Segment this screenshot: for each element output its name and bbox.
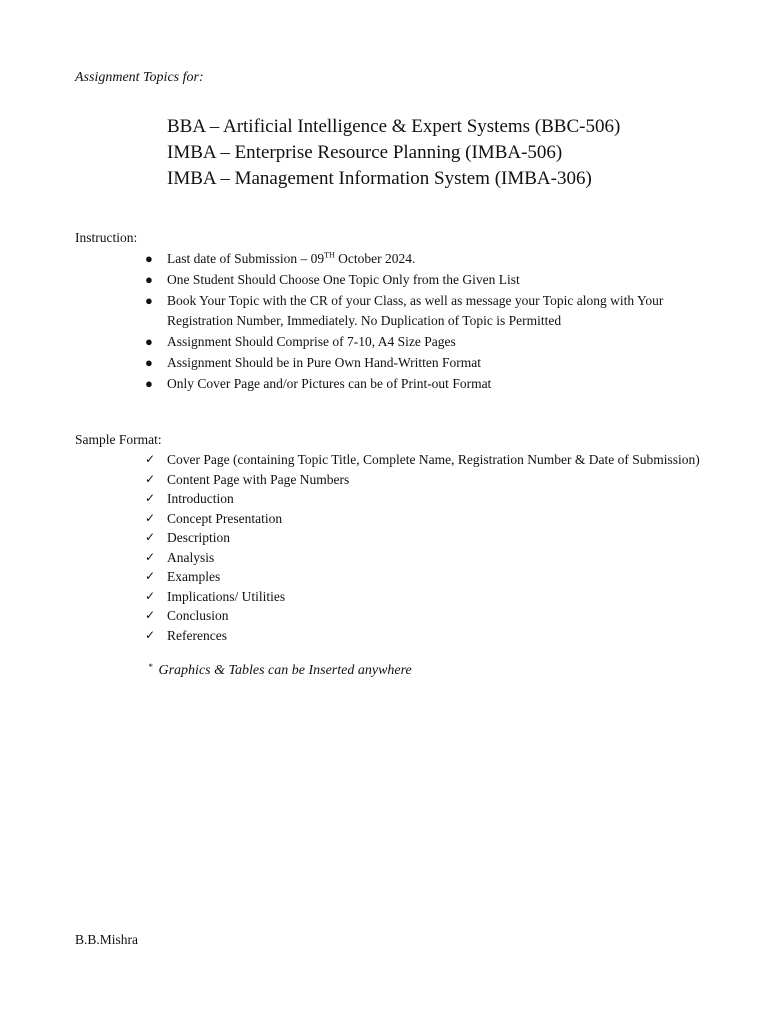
- format-item: [145, 528, 705, 548]
- submission-date-month: October 2024.: [334, 251, 416, 266]
- instruction-item: [145, 353, 705, 373]
- format-item-text: Examples: [167, 569, 221, 584]
- instruction-item: [145, 270, 705, 290]
- format-item: [145, 587, 705, 607]
- course-title: IMBA – Management Information System (IMBA-306): [167, 168, 592, 189]
- assignment-intro: Assignment Topics for:: [75, 70, 204, 85]
- bullet-dot-icon: ●: [145, 355, 153, 370]
- bullet-dot-icon: ●: [145, 376, 153, 391]
- checkmark-icon: ✓: [145, 510, 156, 525]
- checkmark-icon: ✓: [145, 491, 156, 505]
- checkmark-icon: ✓: [145, 588, 156, 603]
- date-suffix: TH: [324, 250, 335, 260]
- format-item: [145, 470, 705, 490]
- bullet-dot-icon: ●: [145, 272, 153, 287]
- submission-date-text: Last date of Submission – 09: [167, 251, 325, 266]
- instruction-text: Only Cover Page and/or Pictures can be of Print-out Format: [167, 376, 492, 391]
- format-item: [145, 450, 705, 470]
- bullet-dot-icon: ●: [145, 293, 153, 308]
- format-item: [145, 567, 705, 587]
- format-item-text: Description: [167, 530, 230, 545]
- graphics-note-text: Graphics & Tables can be Inserted anywhere: [158, 663, 412, 678]
- instruction-heading: Instruction:: [75, 230, 138, 245]
- bullet-dot-icon: ●: [145, 251, 153, 266]
- author-signature: B.B.Mishra: [75, 932, 139, 947]
- course-title: BBA – Artificial Intelligence & Expert Systems (BBC-506): [167, 116, 621, 137]
- instruction-item: [145, 374, 705, 394]
- graphics-note: [148, 662, 412, 679]
- instruction-text: Assignment Should be in Pure Own Hand-Written Format: [167, 355, 482, 370]
- instruction-item: [145, 249, 705, 269]
- format-item: [145, 626, 705, 646]
- checkmark-icon: ✓: [145, 569, 156, 583]
- format-item: [145, 548, 705, 568]
- format-item-text: Analysis: [167, 549, 215, 565]
- sample-format-heading: Sample Format:: [75, 432, 162, 447]
- checkmark-icon: ✓: [145, 627, 156, 642]
- checkmark-icon: ✓: [145, 530, 156, 544]
- format-item: [145, 606, 705, 626]
- checkmark-icon: ✓: [145, 471, 156, 486]
- format-item-text: Content Page with Page Numbers: [167, 471, 350, 487]
- sample-format-list: [145, 450, 705, 645]
- format-item: [145, 489, 705, 509]
- format-item-text: Conclusion: [167, 608, 229, 623]
- instruction-text: Assignment Should Comprise of 7-10, A4 Size Pages: [167, 334, 456, 349]
- format-item-text: Implications/ Utilities: [167, 588, 286, 604]
- instruction-text: One Student Should Choose One Topic Only from the Given List: [167, 272, 520, 287]
- format-item-text: Introduction: [167, 491, 234, 506]
- format-item-text: Cover Page (containing Topic Title, Complete Name, Registration Number & Date of Submission): [167, 452, 700, 467]
- checkmark-icon: ✓: [145, 549, 156, 564]
- bullet-dot-icon: ●: [145, 334, 153, 349]
- format-item: [145, 509, 705, 529]
- instruction-text: Book Your Topic with the CR of your Class, as well as message your Topic along with Your Registration Number, Immediately. No Duplication of Topic is Permitted: [167, 293, 664, 328]
- instruction-list: [145, 249, 705, 395]
- course-title: IMBA – Enterprise Resource Planning (IMBA-506): [167, 142, 563, 163]
- format-item-text: References: [167, 627, 227, 643]
- course-list: [167, 114, 620, 192]
- instruction-item: [145, 291, 705, 331]
- checkmark-icon: ✓: [145, 608, 156, 622]
- checkmark-icon: ✓: [145, 452, 156, 466]
- instruction-item: [145, 332, 705, 352]
- asterisk-icon: *: [148, 662, 153, 672]
- format-item-text: Concept Presentation: [167, 510, 283, 526]
